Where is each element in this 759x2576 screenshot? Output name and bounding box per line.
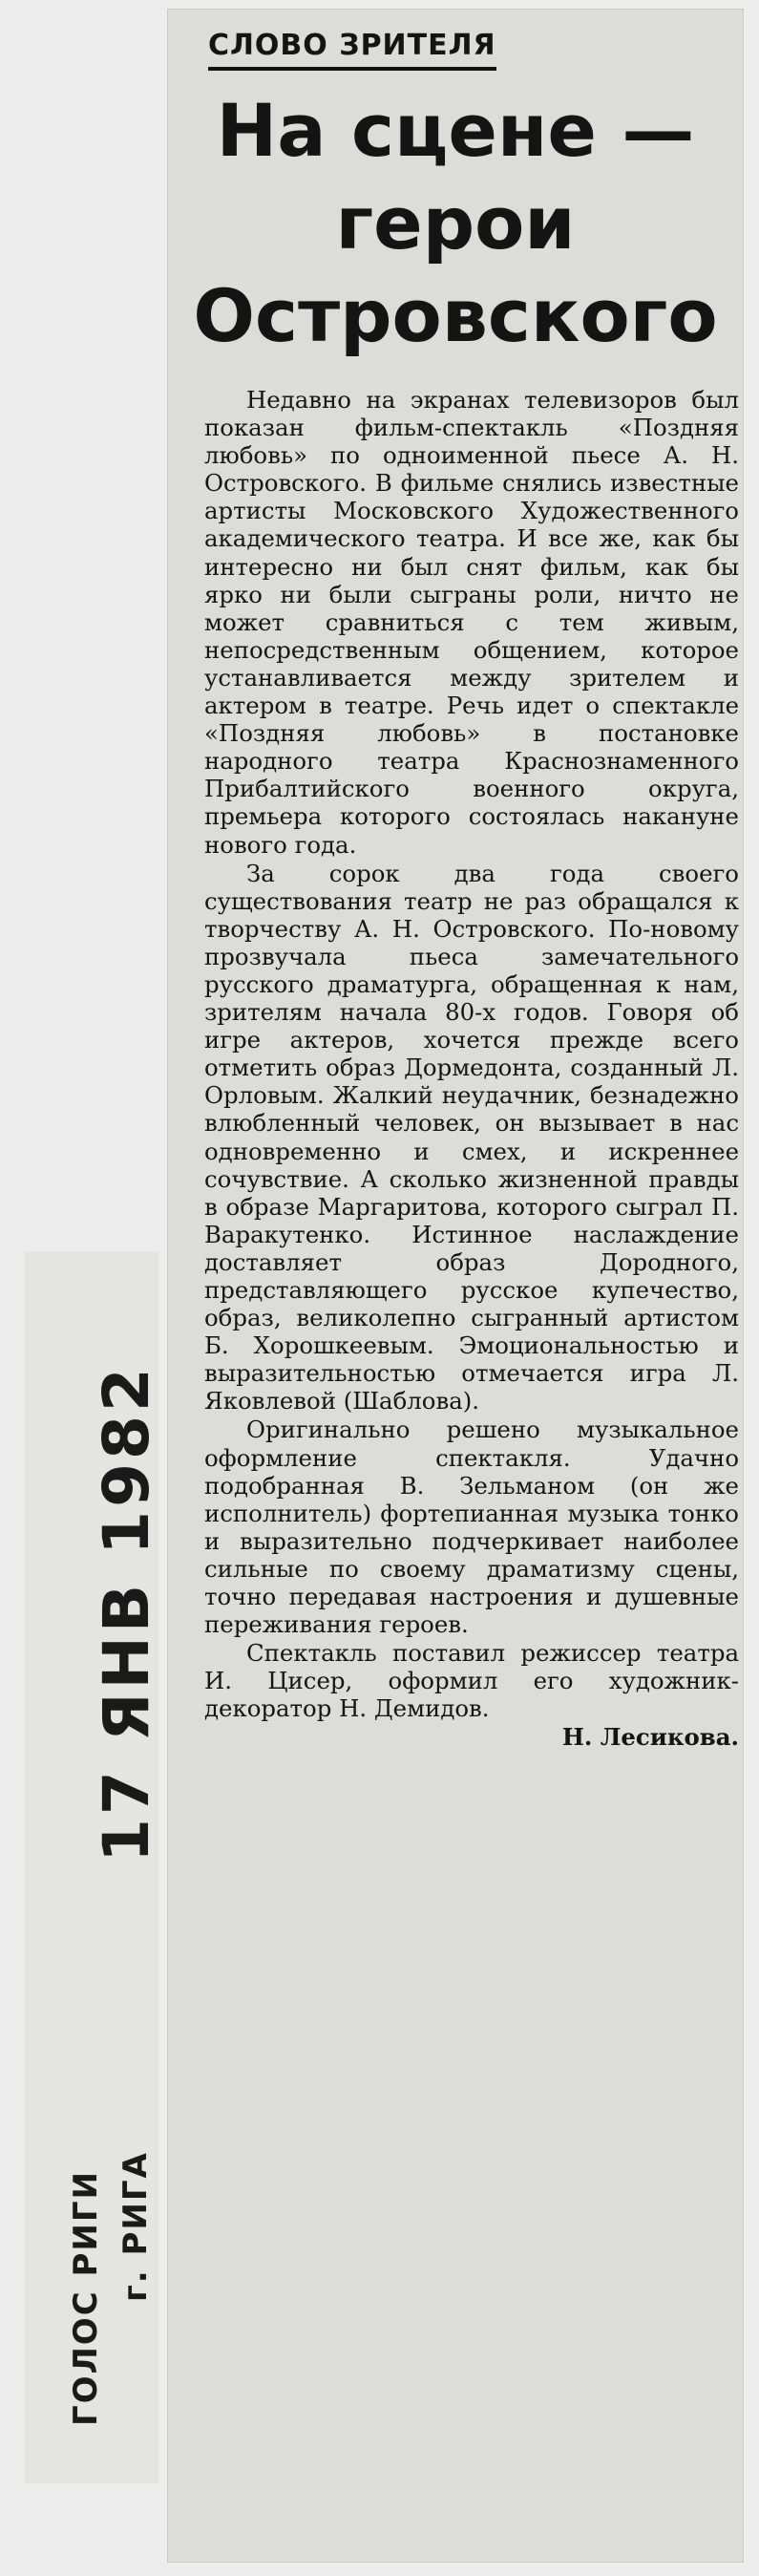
paragraph-2: За сорок два года своего существования театр не раз обращался к творчеству А. Н. Островского. По-новому прозвучала пьеса замечательного русского драматурга, обращенная к нам, зрителям начала 80-х годов. Говоря об игре актеров, хочется прежде всего отметить образ Дормедонта, созданный Л. Орловым. Жалкий неудачник, безнадежно влюбленный человек, он вызывает в нас одновременно и смех, и искреннее сочувствие. А сколько жизненной правды в образе Маргаритова, которого сыграл П. Варакутенко. Истинное наслаждение доставляет образ Дородного, представляющего русское купечество, образ, великолепно сыгранный артистом Б. Хорошкеевым. Эмоциональностью и выразительностью отмечается игра Л. Яковлевой (Шаблова). xyxy=(204,859,739,1416)
archive-stamp xyxy=(25,1251,163,2483)
headline-line-2: герои xyxy=(335,181,576,266)
paragraph-4: Спектакль поставил режиссер театра И. Цисер, оформил его художник-декоратор Н. Демидов. xyxy=(204,1639,739,1723)
paragraph-1: Недавно на экранах телевизоров был показан фильм-спектакль «Поздняя любовь» по одноименной пьесе А. Н. Островского. В фильме снялись известные артисты Московского Художественного академического театра. И все же, как бы интересно ни был снят фильм, как бы ярко ни были сыграны роли, ничто не может сравниться с тем живым, непосредственным общением, которое устанавливается между зрителем и актером в театре. Речь идет о спектакле «Поздняя любовь» в постановке народного театра Краснознаменного Прибалтийского военного округа, премьера которого состоялась накануне нового года. xyxy=(204,386,739,859)
author-signature: Н. Лесикова. xyxy=(561,1722,739,1751)
headline-line-1: На сцене — xyxy=(216,88,695,173)
headline xyxy=(168,84,743,362)
headline-line-3: Островского xyxy=(193,273,718,358)
stamp-newspaper: ГОЛОС РИГИ xyxy=(67,2170,105,2426)
stamp-date: 17 ЯНВ 1982 xyxy=(90,1364,163,1863)
newspaper-clipping xyxy=(168,10,743,2562)
stamp-city: г. РИГА xyxy=(116,2151,155,2302)
rubric-label: СЛОВО ЗРИТЕЛЯ xyxy=(208,27,496,71)
article-body xyxy=(204,386,739,1751)
paragraph-3: Оригинально решено музыкальное оформление спектакля. Удачно подобранная В. Зельманом (он же исполнитель) фортепианная музыка тонко и выразительно подчеркивает наиболее сильные по своему драматизму сцены, точно передавая настроения и душевные переживания героев. xyxy=(204,1416,739,1639)
